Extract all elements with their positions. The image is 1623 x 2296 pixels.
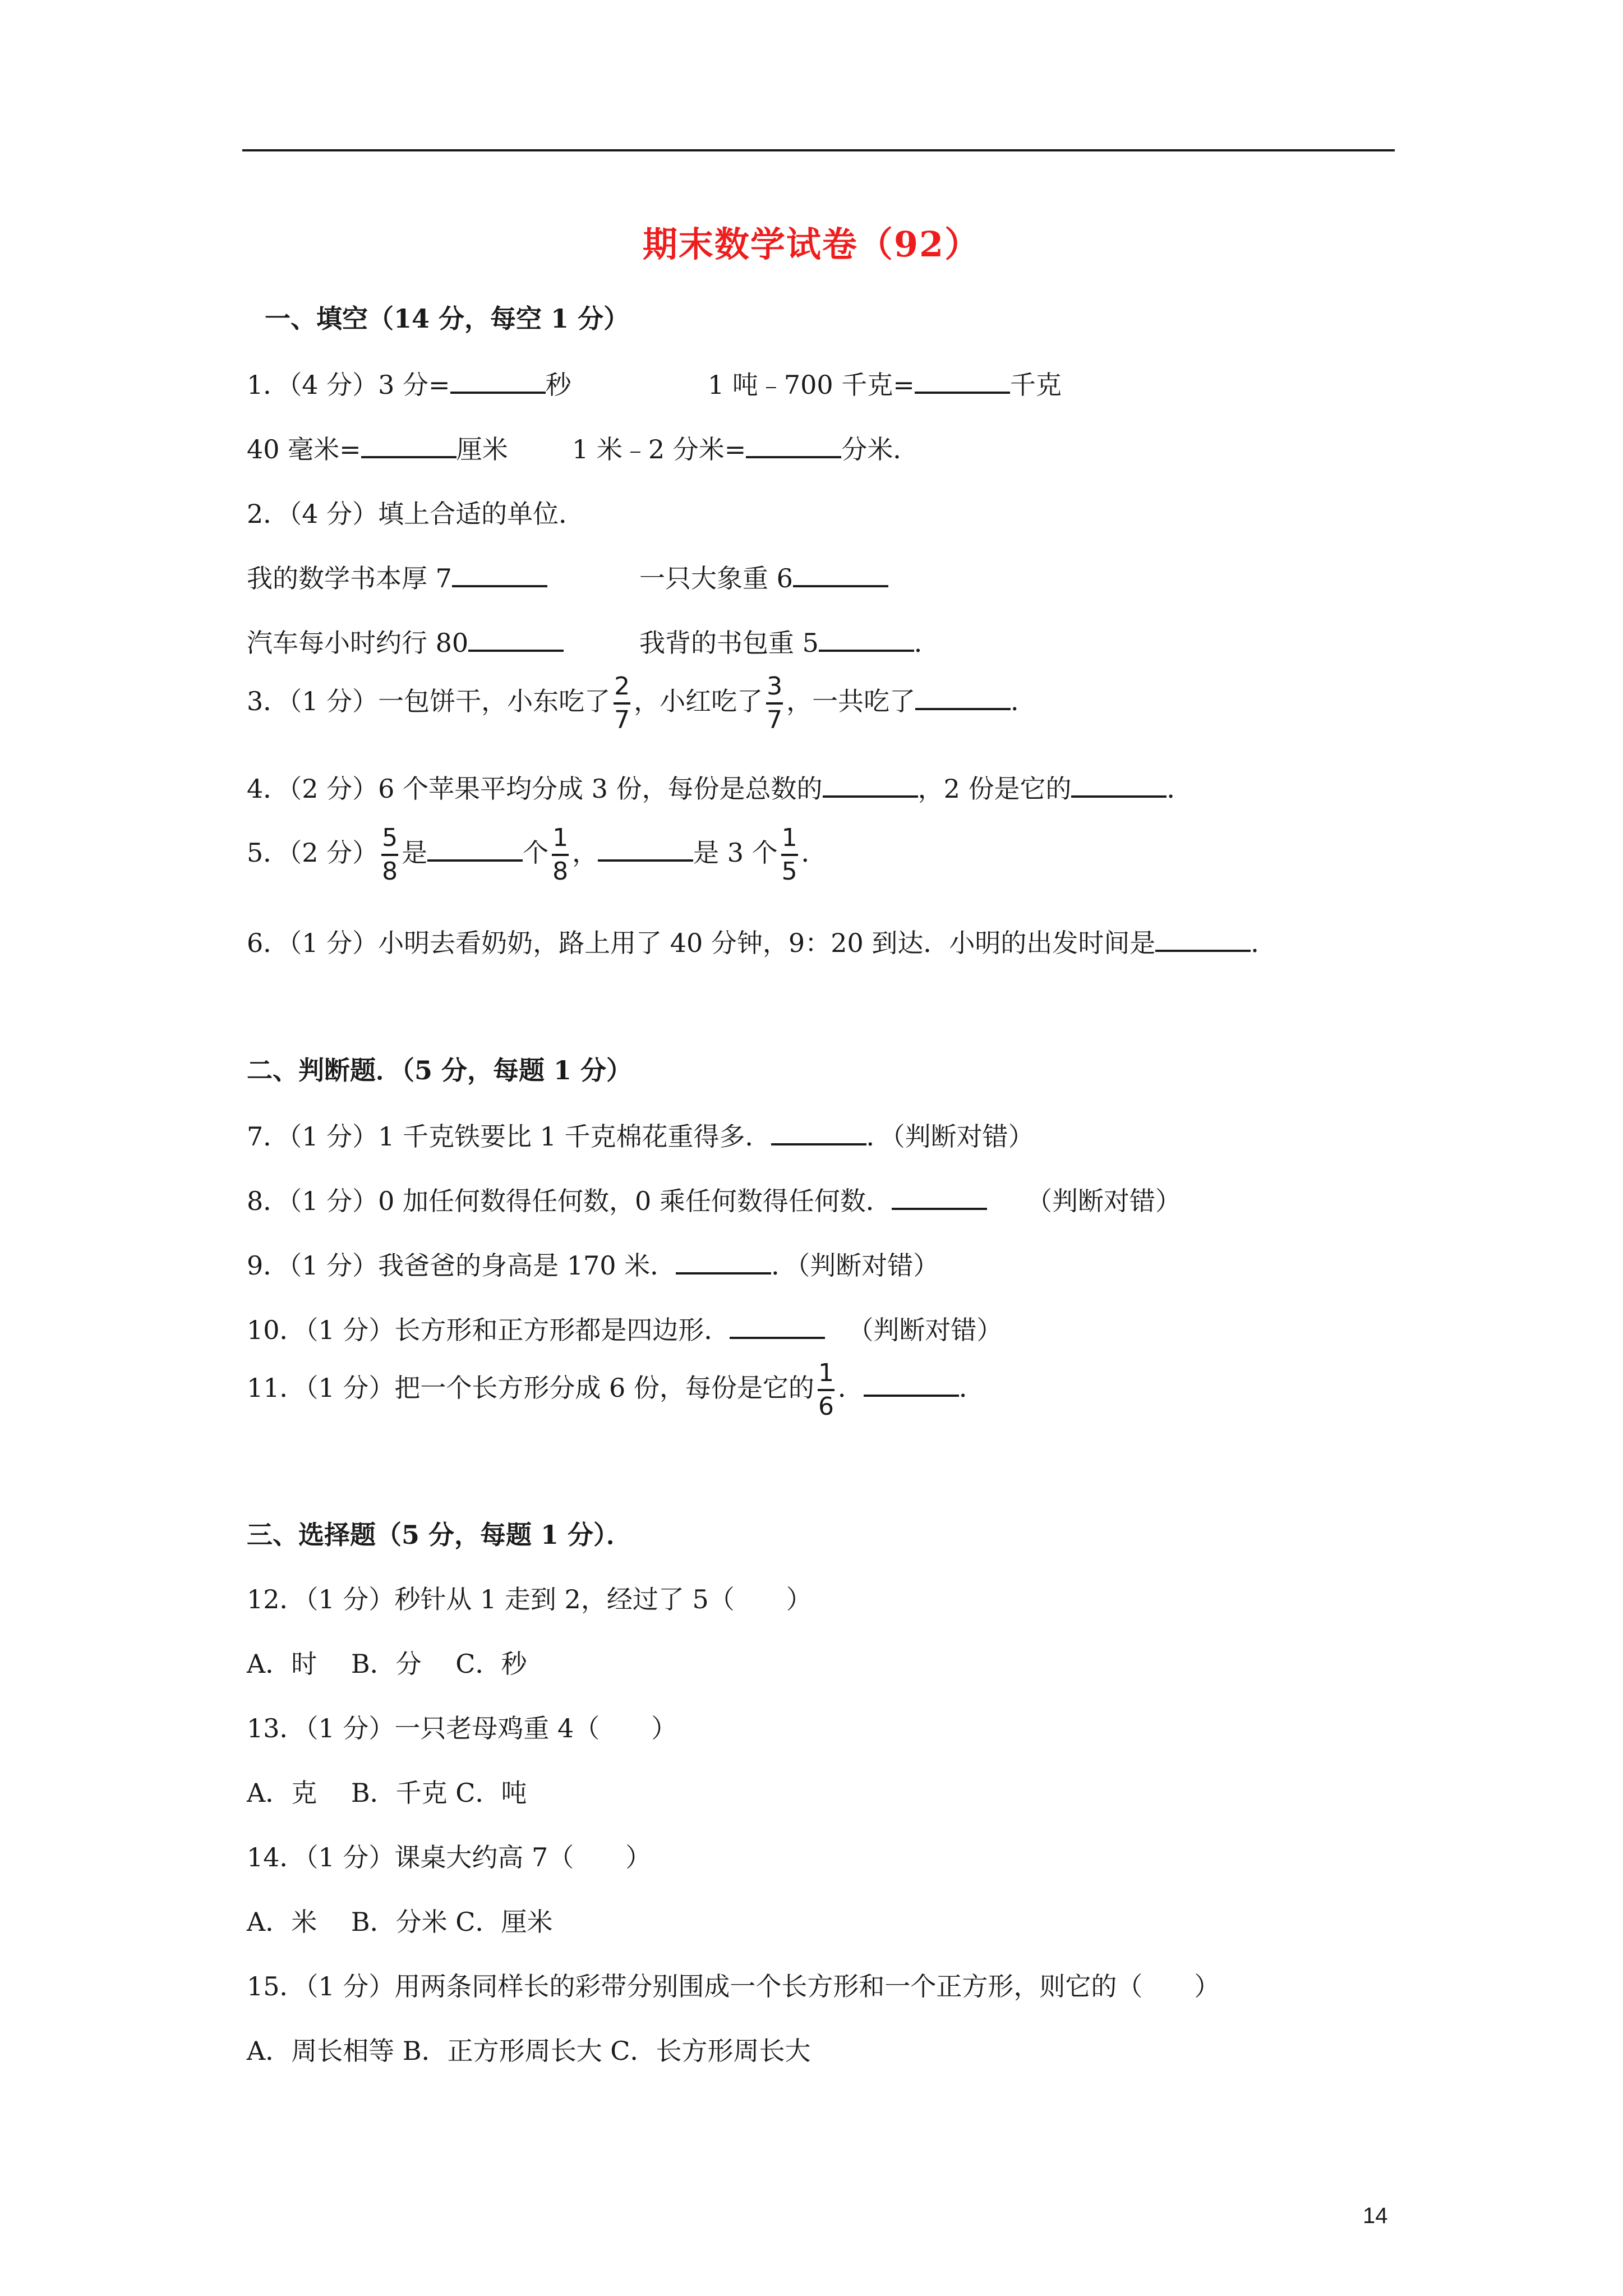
q5-text-e: 是 3 个 <box>693 838 778 868</box>
q5-text-b: 是 <box>402 838 428 868</box>
answer-blank[interactable] <box>819 626 914 652</box>
question-13-stem: 13．（1 分）一只老母鸡重 4（ ） <box>247 1713 677 1743</box>
denominator: 8 <box>382 857 398 886</box>
q10-text-a: 10．（1 分）长方形和正方形都是四边形． <box>247 1315 730 1345</box>
q3-text-c: ，一共吃了 <box>786 686 916 716</box>
question-14-stem: 14．（1 分）课桌大约高 7（ ） <box>247 1842 652 1872</box>
answer-blank[interactable] <box>1071 772 1166 798</box>
question-14-options[interactable]: A．米 B．分米 C．厘米 <box>247 1907 553 1937</box>
q4-end: ． <box>1166 774 1193 804</box>
answer-blank[interactable] <box>452 562 547 587</box>
denominator: 5 <box>781 857 797 886</box>
numerator: 1 <box>818 1359 834 1387</box>
q11-text-b: ． <box>837 1373 864 1403</box>
fraction-1-6 <box>818 1358 834 1423</box>
q8-text-b: （判断对错） <box>1026 1186 1181 1216</box>
q9-text-a: 9．（1 分）我爸爸的身高是 170 米． <box>247 1250 676 1281</box>
q4-text-a: 4．（2 分）6 个苹果平均分成 3 份，每份是总数的 <box>247 774 823 804</box>
answer-blank[interactable] <box>450 368 546 394</box>
question-15-stem: 15．（1 分）用两条同样长的彩带分别围成一个长方形和一个正方形，则它的（ ） <box>247 1971 1220 2001</box>
q1-text-d: 千克 <box>1009 370 1062 400</box>
q9-text-b: ．（判断对错） <box>771 1250 939 1281</box>
answer-blank[interactable] <box>771 1120 866 1145</box>
question-2-item-b <box>639 558 888 595</box>
question-15-options[interactable]: A．周长相等 B．正方形周长大 C．长方形周长大 <box>247 2036 811 2066</box>
q1-text-c: 1 吨﹣700 千克= <box>708 370 915 400</box>
question-10 <box>247 1310 1002 1347</box>
answer-blank[interactable] <box>864 1371 959 1397</box>
denominator: 6 <box>818 1392 834 1421</box>
q1-text-b: 秒 <box>545 370 571 400</box>
answer-blank[interactable] <box>361 432 457 458</box>
answer-blank[interactable] <box>427 836 523 862</box>
q7-text-b: ．（判断对错） <box>866 1121 1034 1152</box>
question-5 <box>247 822 827 887</box>
question-2-stem: 2．（4 分）填上合适的单位． <box>247 499 585 529</box>
q5-text-d: ， <box>572 838 598 868</box>
question-6 <box>247 923 1276 960</box>
answer-blank[interactable] <box>915 368 1010 394</box>
numerator: 1 <box>552 823 569 852</box>
fraction-3-7 <box>766 671 783 736</box>
question-1-line-1b <box>708 365 1062 402</box>
q2-text-d: 我背的书包重 5 <box>639 628 819 658</box>
section-fill-blank-heading: 一、填空（14 分，每空 1 分） <box>265 303 630 334</box>
numerator: 2 <box>614 672 630 701</box>
question-9 <box>247 1245 939 1282</box>
question-1-line-2b <box>572 429 919 466</box>
q6-text-a: 6．（1 分）小明去看奶奶，路上用了 40 分钟，9：20 到达．小明的出发时间是 <box>247 928 1156 958</box>
section-multiple-choice-heading: 三、选择题（5 分，每题 1 分）． <box>247 1520 633 1550</box>
answer-blank[interactable] <box>793 562 888 587</box>
denominator: 8 <box>552 857 569 886</box>
numerator: 1 <box>781 823 797 852</box>
question-2-item-c <box>247 623 564 660</box>
q5-end: ． <box>801 838 827 868</box>
q2-text-a: 我的数学书本厚 7 <box>247 563 452 593</box>
q5-text-a: 5．（2 分） <box>247 838 379 868</box>
q5-text-c: 个 <box>523 838 549 868</box>
fraction-5-8 <box>381 822 398 887</box>
fraction-2-7 <box>614 671 630 736</box>
fraction-1-8 <box>552 822 569 887</box>
question-2-item-d <box>639 623 940 660</box>
question-11 <box>247 1358 985 1423</box>
fraction-1-5 <box>781 822 798 887</box>
numerator: 5 <box>382 823 398 852</box>
answer-blank[interactable] <box>1155 926 1251 952</box>
question-1-line-1 <box>247 365 571 402</box>
question-1-line-2 <box>247 429 508 466</box>
q1-text-f: 厘米 <box>456 434 508 464</box>
question-8 <box>247 1181 1181 1218</box>
answer-blank[interactable] <box>730 1313 825 1339</box>
q3-text-a: 3．（1 分）一包饼干，小东吃了 <box>247 686 611 716</box>
question-2-item-a <box>247 558 547 595</box>
answer-blank[interactable] <box>915 684 1011 710</box>
q3-text-b: ，小红吃了 <box>634 686 763 716</box>
q11-text-a: 11．（1 分）把一个长方形分成 6 份，每份是它的 <box>247 1373 814 1403</box>
numerator: 3 <box>767 672 783 701</box>
answer-blank[interactable] <box>676 1249 771 1274</box>
q2-end: ． <box>914 628 940 658</box>
q1-text-a: 1．（4 分）3 分= <box>247 370 450 400</box>
answer-blank[interactable] <box>892 1184 987 1210</box>
question-12-stem: 12．（1 分）秒针从 1 走到 2，经过了 5（ ） <box>247 1584 812 1614</box>
q1-text-e: 40 毫米= <box>247 434 361 464</box>
answer-blank[interactable] <box>746 432 841 458</box>
answer-blank[interactable] <box>468 626 564 652</box>
answer-blank[interactable] <box>598 836 693 862</box>
question-7 <box>247 1116 1034 1153</box>
question-13-options[interactable]: A．克 B．千克 C．吨 <box>247 1778 527 1808</box>
q3-end: ． <box>1011 686 1037 716</box>
q2-text-b: 一只大象重 6 <box>639 563 793 593</box>
q4-text-b: ，2 份是它的 <box>917 774 1072 804</box>
q10-text-b: （判断对错） <box>847 1315 1003 1345</box>
exam-title: 期末数学试卷（92） <box>642 224 981 265</box>
q2-text-c: 汽车每小时约行 80 <box>247 628 469 658</box>
q1-text-h: 分米． <box>841 434 919 464</box>
answer-blank[interactable] <box>823 772 918 798</box>
section-true-false-heading: 二、判断题．（5 分，每题 1 分） <box>247 1055 633 1085</box>
q8-text-a: 8．（1 分）0 加任何数得任何数，0 乘任何数得任何数． <box>247 1186 892 1216</box>
question-4 <box>247 769 1192 806</box>
q6-end: ． <box>1251 928 1277 958</box>
page-number: 14 <box>1363 2203 1388 2228</box>
question-12-options[interactable]: A．时 B．分 C．秒 <box>247 1649 527 1679</box>
denominator: 7 <box>614 706 630 734</box>
header-rule <box>242 149 1395 151</box>
q11-end: ． <box>958 1373 985 1403</box>
q7-text-a: 7．（1 分）1 千克铁要比 1 千克棉花重得多． <box>247 1121 771 1152</box>
denominator: 7 <box>767 706 783 734</box>
question-3 <box>247 671 1036 736</box>
q1-text-g: 1 米﹣2 分米= <box>572 434 746 464</box>
